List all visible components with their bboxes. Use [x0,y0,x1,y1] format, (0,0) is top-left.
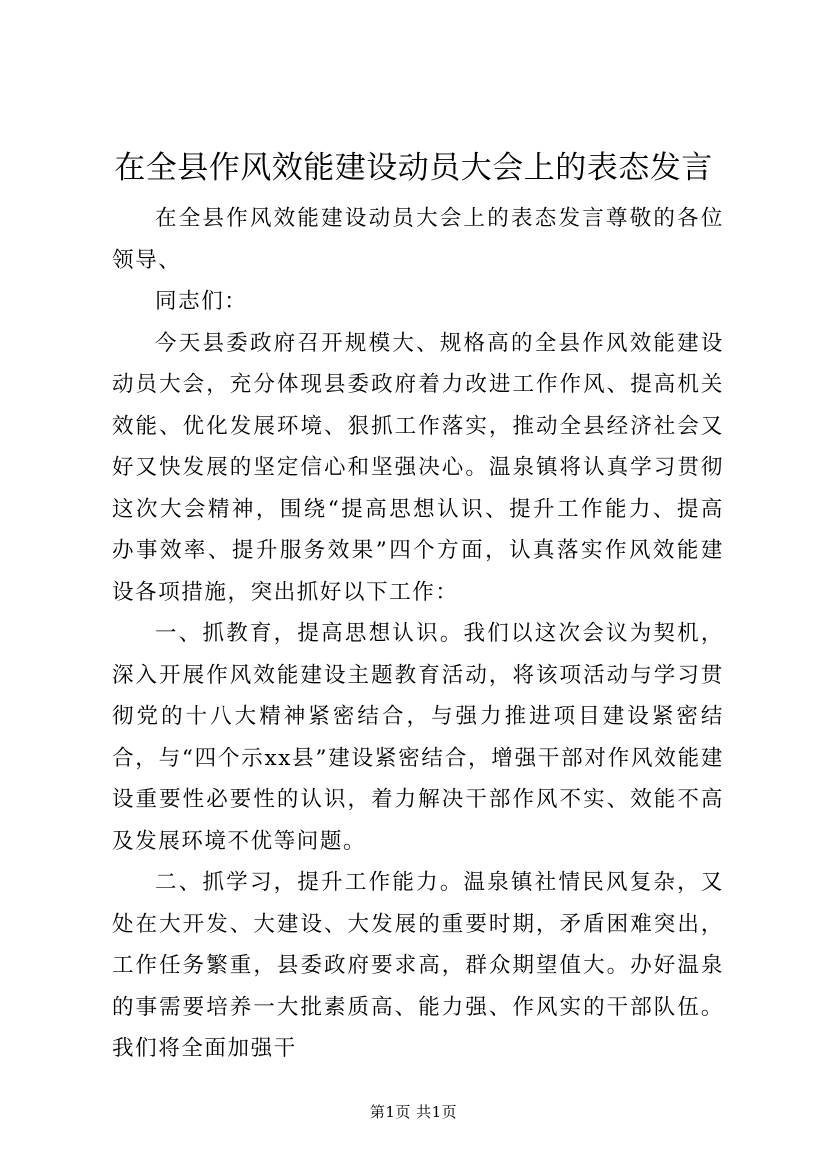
paragraph-greeting: 同志们： [155,289,248,314]
paragraph-salutation: 在全县作风效能建设动员大会上的表态发言尊敬的各位领导、 [112,206,724,273]
paragraph-intro: 今天县委政府召开规模大、规格高的全县作风效能建设动员大会，充分体现县委政府着力改进工作作风、提高机关效能、优化发展环境、狠抓工作落实，推动全县经济社会又好又快发展的坚定信心和坚强决心。温泉镇将认真学习贯彻这次大会精神，围绕“提高思想认识、提升工作能力、提高办事效率、提升服务效果”四个方面，认真落实作风效能建设各项措施，突出抓好以下工作： [112,330,724,605]
page-number-footer: 第1页 共1页 [369,1103,458,1121]
paragraph-point-one: 一、抓教育，提高思想认识。我们以这次会议为契机，深入开展作风效能建设主题教育活动，将该项活动与学习贯彻党的十八大精神紧密结合，与强力推进项目建设紧密结合，与“四个示xx县”建设紧密结合，增强干部对作风效能建设重要性必要性的认识，着力解决干部作风不实、效能不高及发展环境不优等问题。 [112,621,724,854]
document-title: 在全县作风效能建设动员大会上的表态发言 [114,150,713,186]
paragraph-point-two: 二、抓学习，提升工作能力。温泉镇社情民风复杂，又处在大开发、大建设、大发展的重要时期，矛盾困难突出，工作任务繁重，县委政府要求高，群众期望值大。办好温泉的事需要培养一大批素质高、能力强、作风实的干部队伍。我们将全面加强干 [112,870,724,1061]
document-body [112,198,724,1070]
